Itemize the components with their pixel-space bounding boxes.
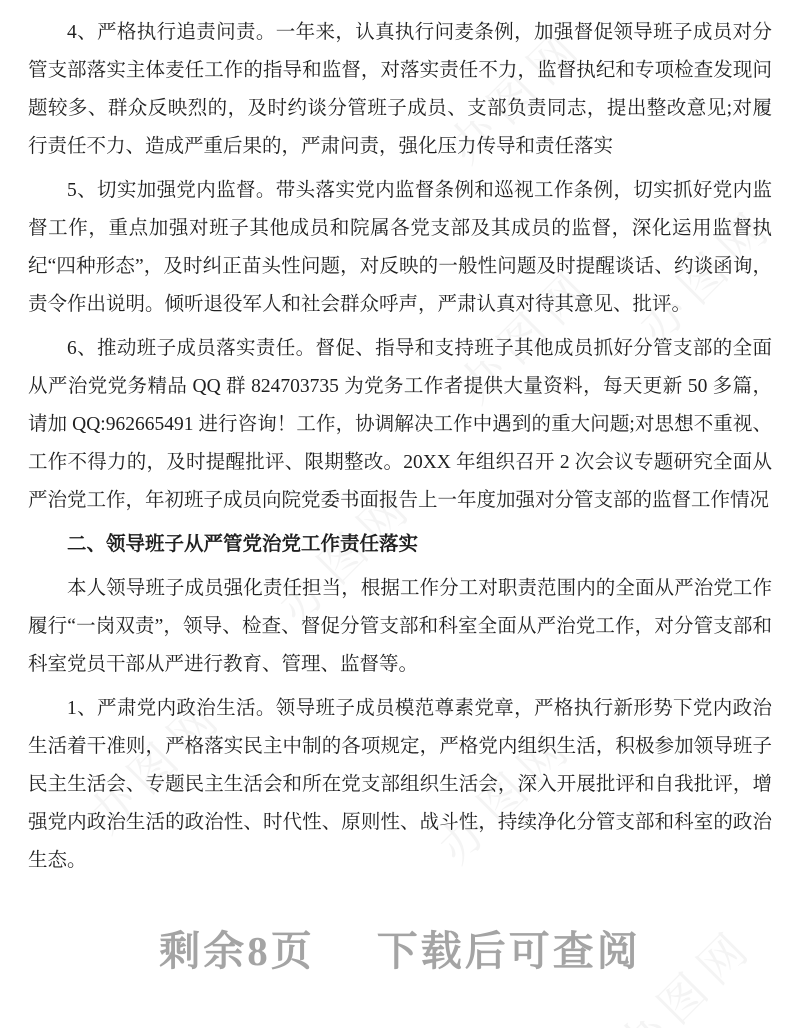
paragraph-item-4: 4、严格执行追责问责。一年来，认真执行问麦条例，加强督促领导班子成员对分管支部落实主体麦任工作的指导和监督，对落实责任不力，监督执纪和专项检查发现问题较多、群众反映烈的，及时约谈分管班子成员、支部负责同志，提出整改意见;对履行责任不力、造成严重后果的，严肃问责，强化压力传导和责任落实 [28,22,772,157]
download-hint-label: 下载后可查阅 [376,928,641,974]
paragraph-item-5: 5、切实加强党内监督。带头落实党内监督条例和巡视工作条例，切实抓好党内监督工作，重点加强对班子其他成员和院属各党支部及其成员的监督，深化运用监督执纪“四种形态”，及时纠正苗头性问题，对反映的一般性问题及时提醒谈话、约谈函询，责令作出说明。倾听退役军人和社会群众呼声，严肃认真对待其意见、批评。 [28,180,772,315]
preview-footer [0,918,800,977]
section-heading-2: 二、领导班子从严管党治党工作责任落实 [67,534,419,555]
paragraph-item-6: 6、推动班子成员落实责任。督促、指导和支持班子其他成员抓好分管支部的全面从严治党党务精品 QQ 群 824703735 为党务工作者提供大量资料，每天更新 50 多篇，请加 QQ:962665491 进行咨询！工作，协调解决工作中遇到的重大问题;对思想不重视、工作不得力的，及时提醒批评、限期整改。20XX 年组织召开 2 次会议专题研究全面从严治党工作，年初班子成员向院党委书面报告上一年度加强对分管支部的监督工作情况 [28,338,772,511]
paragraph-item-1: 1、严肃党内政治生活。领导班子成员模范尊素党章，严格执行新形势下党内政治生活着干准则，严格落实民主中制的各项规定，严格党内组织生活，积极参加领导班子民主生活会、专题民主生活会和所在党支部组织生活会，深入开展批评和自我批评，增强党内政治生活的政治性、时代性、原则性、战斗性，持续净化分管支部和科室的政治生态。 [28,698,772,871]
remaining-pages-label: 剩余8页 [159,928,315,974]
paragraph-section2-intro: 本人领导班子成员强化责任担当，根据工作分工对职责范围内的全面从严治党工作履行“一岗双责”，领导、检查、督促分管支部和科室全面从严治党工作，对分管支部和科室党员干部从严进行教育、管理、监督等。 [28,578,772,675]
